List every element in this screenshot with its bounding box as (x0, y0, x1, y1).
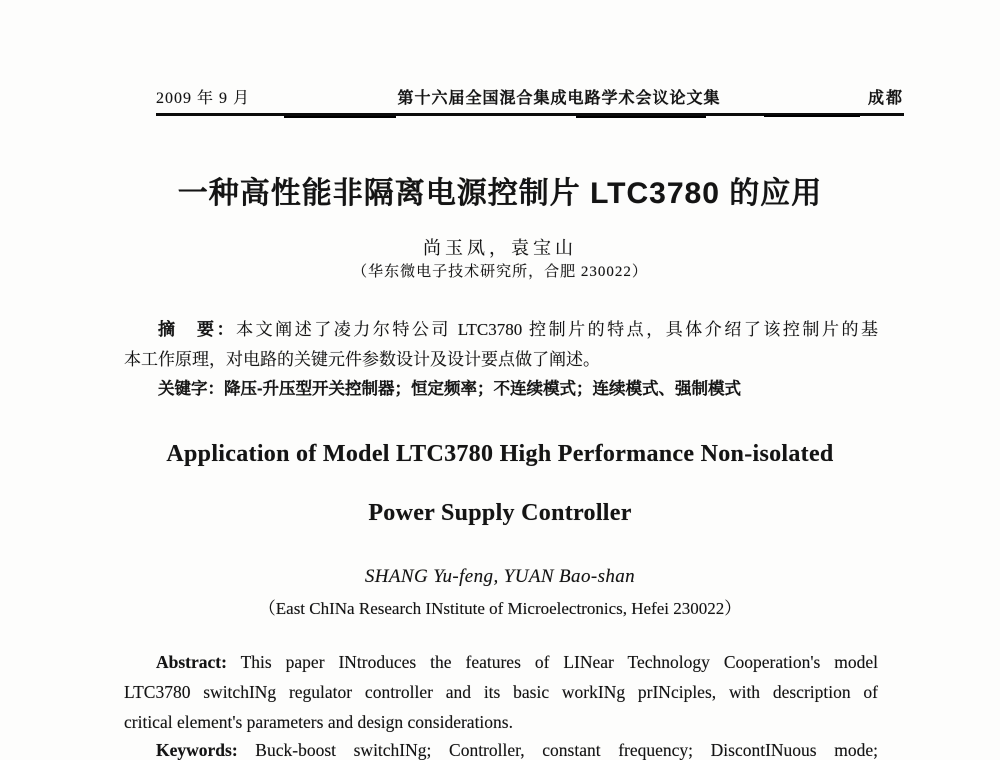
chinese-keywords (124, 377, 878, 401)
english-authors: SHANG Yu-feng, YUAN Bao-shan (364, 566, 636, 587)
page-header (156, 88, 904, 110)
chinese-affiliation: （华东微电子技术研究所，合肥 230022） (352, 264, 648, 280)
chinese-title: 一种高性能非隔离电源控制片 LTC3780 的应用 (177, 177, 823, 210)
rule-fragment (764, 115, 860, 117)
english-keywords-label: Keywords: (156, 740, 238, 760)
english-abstract-line3: critical element's parameters and design considerations. (124, 712, 513, 732)
english-abstract-line1 (124, 650, 878, 674)
header-proceedings-title: 第十六届全国混合集成电路学术会议论文集 (397, 90, 721, 107)
rule-fragment (576, 116, 706, 118)
english-keywords (124, 738, 878, 760)
chinese-authors: 尚玉凤，袁宝山 (423, 238, 577, 258)
english-title-line2: Power Supply Controller (368, 500, 632, 526)
english-abstract-line2: LTC3780 switchINg regulator controller and its basic workINg prINciples, with description of (124, 682, 878, 702)
english-abstract-text: This paper INtroduces the features of LINear Technology Cooperation's model (240, 652, 878, 672)
chinese-abstract-line2: 本工作原理，对电路的关键元件参数设计及设计要点做了阐述。 (124, 350, 600, 369)
chinese-keywords-label: 关键字： (158, 380, 224, 398)
chinese-abstract-text: 本文阐述了凌力尔特公司 LTC3780 控制片的特点，具体介绍了该控制片的基 (236, 320, 879, 339)
header-rule (156, 113, 904, 116)
english-affiliation: （East ChINa Research INstitute of Microelectronics, Hefei 230022） (258, 599, 742, 618)
english-title-line1: Application of Model LTC3780 High Performance Non-isolated (166, 441, 834, 467)
english-keywords-text: Buck-boost switchINg; Controller, constant frequency; DiscontINuous mode; (255, 740, 878, 760)
header-date: 2009 年 9 月 (156, 90, 251, 107)
chinese-abstract-line1 (124, 318, 878, 342)
rule-fragment (284, 116, 396, 118)
chinese-keywords-text: 降压-升压型开关控制器；恒定频率；不连续模式；连续模式、强制模式 (224, 380, 741, 398)
english-abstract-label: Abstract: (156, 652, 227, 672)
chinese-abstract-label: 摘 要： (158, 320, 237, 339)
header-location: 成都 (867, 90, 904, 107)
